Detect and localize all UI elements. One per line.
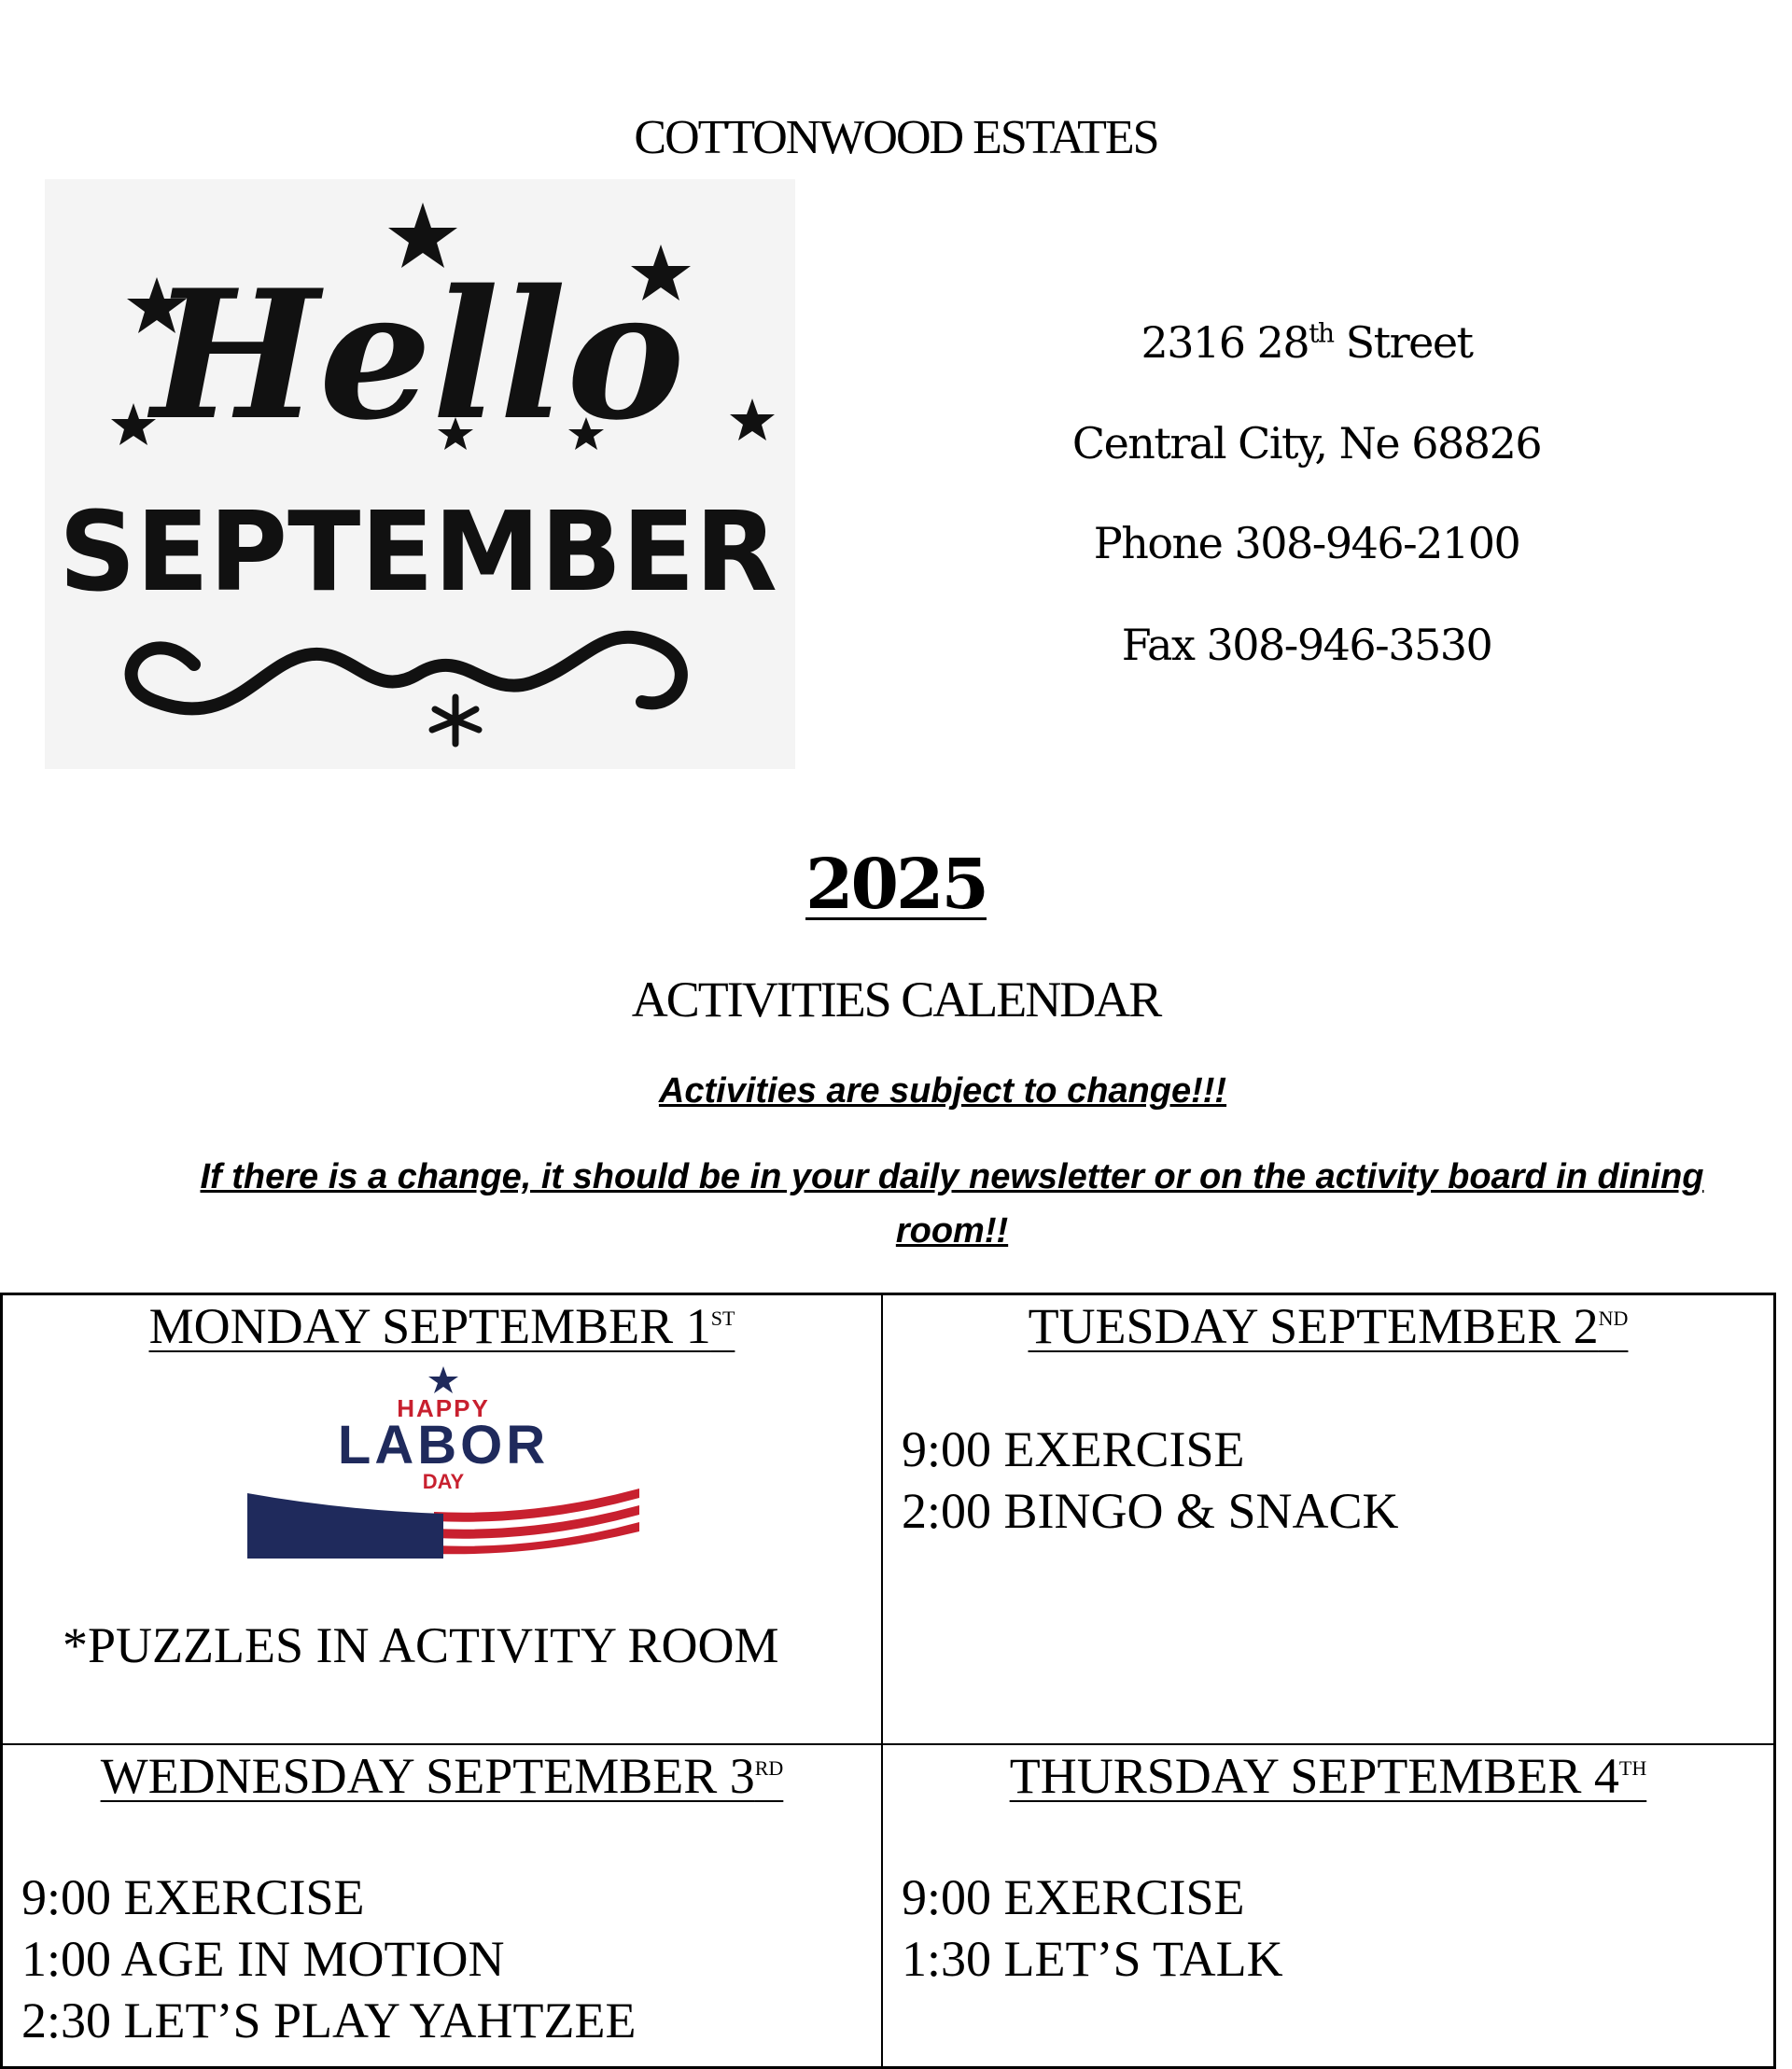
hello-september-image [45, 179, 795, 769]
activity-item: 1:00 AGE IN MOTION [21, 1931, 505, 1987]
address-fax: Fax 308-946-3530 [1121, 620, 1492, 670]
activity-item: 9:00 EXERCISE [21, 1869, 365, 1925]
day-cell-wednesday [2, 1744, 882, 2067]
burst-icon [432, 697, 479, 744]
activity-item: 9:00 EXERCISE [902, 1869, 1245, 1925]
day-heading: THURSDAY SEPTEMBER 4TH [1009, 1748, 1647, 1804]
address-street: 2316 28th Street [1141, 317, 1473, 368]
labor-happy-text: HAPPY [397, 1394, 490, 1422]
notice-change-info: If there is a change, it should be in your daily newsletter or on the activity board in dining room!! [200, 1157, 1704, 1251]
activity-item: 2:00 BINGO & SNACK [902, 1483, 1399, 1539]
calendar-grid [0, 1293, 1776, 2069]
year-heading: 2025 [805, 845, 987, 925]
september-text: SEPTEMBER [59, 487, 777, 616]
address-phone: Phone 308-946-2100 [1093, 518, 1520, 568]
star-icon [111, 403, 156, 445]
activity-list [902, 1866, 1283, 1990]
activity-item: 9:00 EXERCISE [902, 1421, 1245, 1477]
labor-day-image [247, 1363, 639, 1559]
day-cell-monday [2, 1294, 882, 1744]
activity-list [21, 1866, 636, 2051]
labor-title-text: LABOR [337, 1415, 550, 1475]
day-heading: WEDNESDAY SEPTEMBER 3RD [100, 1748, 784, 1804]
star-icon [428, 1366, 458, 1393]
swirl-flourish [132, 637, 681, 709]
activity-item: 1:30 LET’S TALK [902, 1931, 1283, 1987]
day-heading: TUESDAY SEPTEMBER 2ND [1028, 1298, 1629, 1354]
activity-list [902, 1419, 1399, 1542]
calendar-title: ACTIVITIES CALENDAR [631, 972, 1161, 1028]
notice-subject-to-change: Activities are subject to change!!! [658, 1071, 1227, 1111]
day-cell-tuesday [882, 1294, 1774, 1744]
address-city: Central City, Ne 68826 [1071, 418, 1542, 468]
labor-day-text: DAY [422, 1470, 465, 1493]
org-name: COTTONWOOD ESTATES [634, 111, 1158, 164]
hello-script-text: Hello [151, 251, 685, 459]
activity-item: 2:30 LET’S PLAY YAHTZEE [21, 1992, 637, 2048]
star-icon [730, 398, 775, 440]
day-heading: MONDAY SEPTEMBER 1ST [148, 1298, 735, 1354]
flag-icon [247, 1484, 639, 1559]
day-cell-thursday [882, 1744, 1774, 2067]
puzzles-note: *PUZZLES IN ACTIVITY ROOM [63, 1617, 779, 1673]
